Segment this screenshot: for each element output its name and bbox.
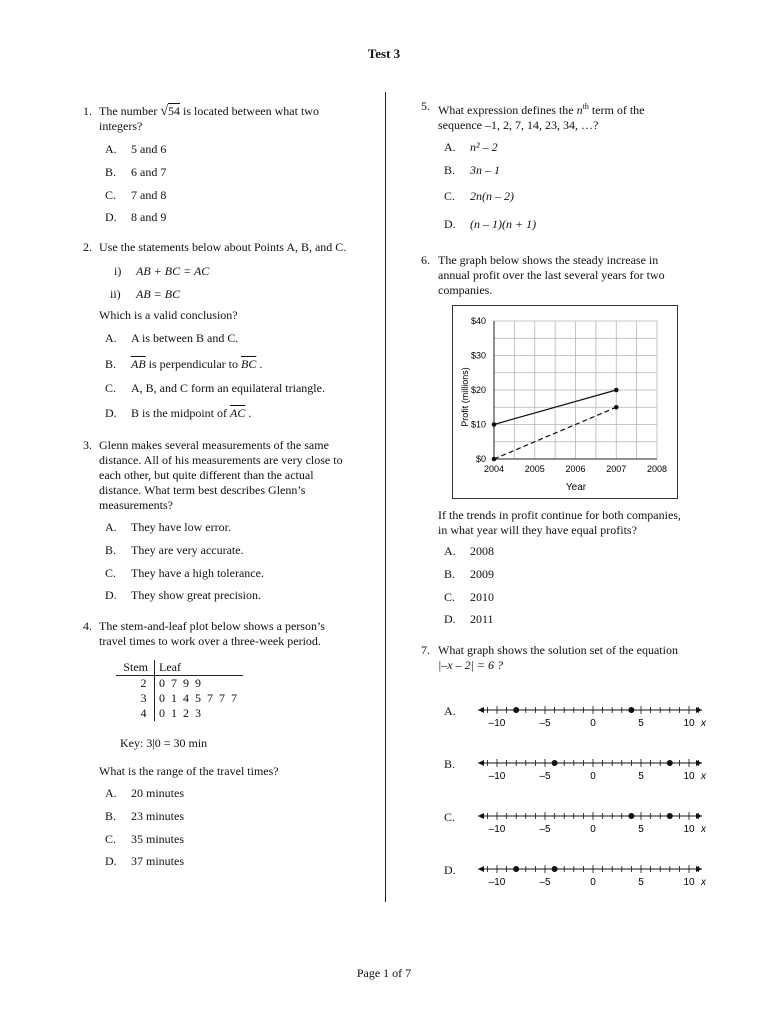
option-a[interactable]: A. 2008 [444, 544, 494, 558]
stem-value: 2 [116, 676, 155, 692]
tick-label: –10 [488, 824, 506, 835]
question-number: 5. [421, 99, 430, 113]
tick-label: 0 [590, 718, 596, 729]
tick-label: 0 [590, 877, 596, 888]
leaf-values: 0 1 2 3 [159, 706, 203, 720]
option-d[interactable]: D. 8 and 9 [105, 210, 167, 224]
tick-label: 0 [590, 771, 596, 782]
series-solid-point [614, 388, 619, 393]
plot-key: Key: 3|0 = 30 min [120, 736, 208, 750]
stem-value: 4 [116, 706, 155, 721]
statement-2: ii) AB = BC [110, 287, 181, 301]
option-c-label[interactable]: C. [444, 810, 456, 824]
question-text: Use the statements below about Points A, B, and C. [99, 240, 347, 254]
column-divider [385, 92, 386, 902]
arrow-left-icon [478, 707, 484, 713]
option-b[interactable]: B. 23 minutes [105, 809, 184, 823]
axis-variable: x [701, 718, 706, 729]
solution-point [628, 813, 634, 819]
tick-label: –5 [539, 718, 551, 729]
question-number: 1. [83, 104, 92, 118]
tick-label: 5 [638, 877, 644, 888]
question-text: The graph below shows the steady increase in annual profit over the last several years for two companies. [438, 253, 665, 297]
tick-label: 5 [638, 771, 644, 782]
option-c[interactable]: C. They have a high tolerance. [105, 566, 264, 580]
option-b[interactable]: B. $\overline{AB}$ is perpendicular to $\overline{BC}$ . [105, 357, 263, 371]
solution-point [667, 760, 673, 766]
question-prompt: What is the range of the travel times? [99, 764, 279, 778]
axis-variable: x [701, 771, 706, 782]
axis-variable: x [701, 824, 706, 835]
number-line-b[interactable] [475, 753, 705, 783]
option-a[interactable]: A. A is between B and C. [105, 331, 239, 345]
series-solid-point [492, 422, 497, 427]
option-b[interactable]: B. 3n – 1 [444, 163, 500, 177]
x-tick-label: 2007 [606, 464, 627, 474]
tick-label: –5 [539, 877, 551, 888]
tick-label: –10 [488, 771, 506, 782]
option-d[interactable]: D. They show great precision. [105, 588, 261, 602]
option-a[interactable]: A. 5 and 6 [105, 142, 167, 156]
page-title: Test 3 [367, 46, 401, 61]
question-prompt: If the trends in profit continue for both companies, in what year will they have equal profits? [438, 508, 681, 537]
number-line-a[interactable] [475, 700, 705, 730]
x-axis-label: Year [565, 482, 587, 493]
question-text: What graph shows the solution set of the equation |–x – 2| = 6 ? [438, 643, 678, 672]
tick-label: 0 [590, 824, 596, 835]
x-tick-label: 2006 [565, 464, 586, 474]
tick-label: 10 [683, 824, 695, 835]
question-number: 4. [83, 619, 92, 633]
question-text: What expression defines the $n^{th}$ term of the sequence –1, 2, 7, 14, 23, 34, …? [438, 102, 645, 132]
x-tick-label: 2004 [483, 464, 505, 474]
statement-1: i) AB + BC = AC [114, 264, 210, 278]
y-tick-label: $20 [470, 385, 486, 395]
y-tick-label: $30 [470, 350, 486, 361]
number-line-c[interactable] [475, 806, 705, 836]
y-tick-label: $40 [470, 316, 486, 326]
option-b[interactable]: B. They are very accurate. [105, 543, 244, 557]
option-c[interactable]: C. A, B, and C form an equilateral triangle. [105, 381, 325, 395]
option-a[interactable]: A. They have low error. [105, 520, 231, 534]
question-text: Glenn makes several measurements of the same distance. All of his measurements are very close to each other, but quite different than the actual distance. What term best describes Glenn’s measurements? [99, 438, 343, 512]
option-a[interactable]: A. 20 minutes [105, 786, 184, 800]
y-tick-label: $0 [475, 454, 486, 464]
option-b[interactable]: B. 2009 [444, 567, 494, 581]
option-c[interactable]: C. 2010 [444, 590, 494, 604]
option-d[interactable]: D. (n – 1)(n + 1) [444, 217, 537, 231]
question-prompt: Which is a valid conclusion? [99, 308, 238, 322]
solution-point [628, 707, 634, 713]
question-text: The stem-and-leaf plot below shows a person’s travel times to work over a three-week period. [99, 619, 325, 648]
option-d[interactable]: D. 2011 [444, 612, 494, 626]
question-text: The number √54 is located between what two integers? [99, 104, 319, 133]
stem-and-leaf-plot: Stem Leaf 2 0 7 9 9 3 0 1 4 5 7 7 7 4 0 1 2 3 [116, 660, 243, 721]
arrow-left-icon [478, 866, 484, 872]
tick-label: 10 [683, 771, 695, 782]
option-d[interactable]: D. B is the midpoint of $\overline{AC}$ . [105, 406, 252, 420]
tick-label: 10 [683, 718, 695, 729]
arrow-left-icon [478, 760, 484, 766]
y-axis-label: Profit (millions) [460, 367, 470, 427]
profit-line-chart [452, 305, 678, 499]
question-number: 3. [83, 438, 92, 452]
question-number: 6. [421, 253, 430, 267]
question-number: 2. [83, 240, 92, 254]
x-tick-label: 2008 [646, 464, 668, 474]
solution-point [667, 813, 673, 819]
tick-label: 5 [638, 824, 644, 835]
series-dashed-point [492, 457, 497, 462]
tick-label: –5 [539, 824, 551, 835]
axis-variable: x [701, 877, 706, 888]
option-d[interactable]: D. 37 minutes [105, 854, 184, 868]
sqrt-symbol: √ [160, 104, 168, 119]
option-a[interactable]: A. n² – 2 [444, 140, 498, 154]
option-c[interactable]: C. 2n(n – 2) [444, 189, 514, 203]
option-b[interactable]: B. 6 and 7 [105, 165, 167, 179]
solution-point [513, 707, 519, 713]
tick-label: 5 [638, 718, 644, 729]
question-number: 7. [421, 643, 430, 657]
page-footer: Page 1 of 7 [356, 966, 412, 980]
tick-label: 10 [683, 877, 695, 888]
solution-point [552, 760, 558, 766]
option-c[interactable]: C. 7 and 8 [105, 188, 167, 202]
stem-value: 3 [116, 691, 155, 706]
radicand: 54 [168, 104, 180, 118]
tick-label: –5 [539, 771, 551, 782]
x-tick-label: 2005 [524, 464, 545, 474]
y-tick-label: $10 [470, 419, 486, 430]
option-b-label[interactable]: B. [444, 757, 456, 771]
arrow-left-icon [478, 813, 484, 819]
number-line-d[interactable] [475, 859, 705, 889]
equation: |–x – 2| = 6 ? [438, 658, 504, 672]
tick-label: –10 [488, 718, 506, 729]
option-a-label[interactable]: A. [444, 704, 456, 718]
option-d-label[interactable]: D. [444, 863, 456, 877]
solution-point [513, 866, 519, 872]
leaf-values: 0 1 4 5 7 7 7 [159, 691, 239, 705]
solution-point [552, 866, 558, 872]
leaf-values: 0 7 9 9 [159, 676, 203, 690]
series-dashed-point [614, 405, 619, 410]
tick-label: –10 [488, 877, 506, 888]
option-c[interactable]: C. 35 minutes [105, 832, 184, 846]
